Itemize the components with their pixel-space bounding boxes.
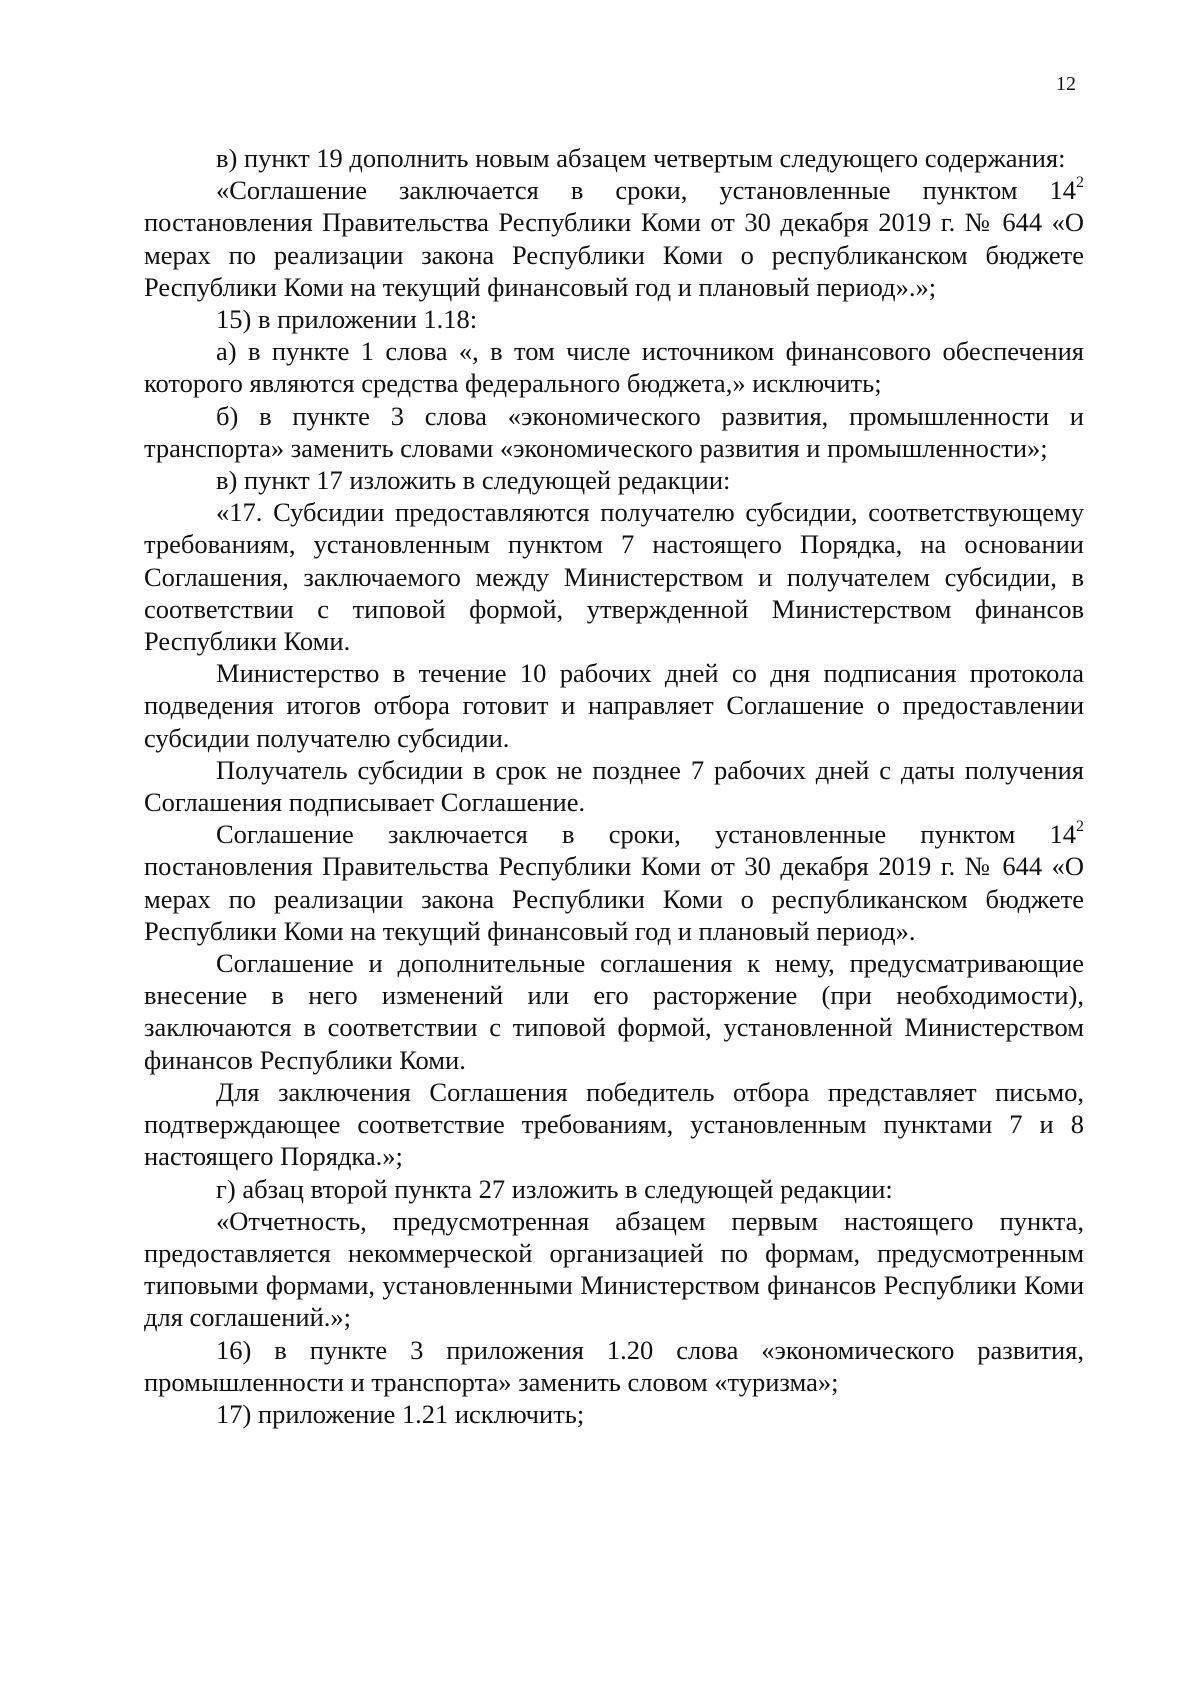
paragraph: 17) приложение 1.21 исключить; — [216, 1398, 585, 1429]
paragraph: «17. Субсидии предоставляются получателю субсидии, соответствующему требованиям, установленным пунктом 7 настоящего Порядка, на основании Соглашения, заключаемого между Министерством и получателем субсидии, в соответствии с типовой формой, утвержденной Министерством финансов Республики Коми. — [144, 497, 1084, 657]
paragraph: Соглашение и дополнительные соглашения к нему, предусматривающие внесение в него изменений или его расторжение (при необходимости), заключаются в соответствии с типовой формой, установленной Министерством финансов Республики Коми. — [144, 948, 1084, 1075]
paragraph: 16) в пункте 3 приложения 1.20 слова «экономического развития, промышленности и транспорта» заменить словом «туризма»; — [144, 1334, 1084, 1397]
paragraph: а) в пункте 1 слова «, в том числе источником финансового обеспечения которого являются средства федерального бюджета,» исключить; — [144, 336, 1084, 399]
paragraph: в) пункт 17 изложить в следующей редакции: — [216, 465, 731, 496]
paragraph: Получатель субсидии в срок не позднее 7 рабочих дней с даты получения Соглашения подписывает Соглашение. — [144, 754, 1084, 818]
paragraph: в) пункт 19 дополнить новым абзацем четвертым следующего содержания: — [216, 143, 1066, 173]
superscript: 2 — [1076, 818, 1084, 836]
paragraph: Министерство в течение 10 рабочих дней со дня подписания протокола подведения итогов отбора готовит и направляет Соглашение о предоставлении субсидии получателю субсидии. — [144, 658, 1084, 753]
paragraph: б) в пункте 3 слова «экономического развития, промышленности и транспорта» заменить словами «экономического развития и промышленности»; — [144, 400, 1084, 463]
text-run: постановления Правительства Республики Коми от 30 декабря 2019 г. № 644 «О мерах по реализации закона Республики Коми о республиканском бюджете Республики Коми на текущий финансовый год и плановый период».»; — [144, 207, 1084, 302]
paragraph: «Отчетность, предусмотренная абзацем первым настоящего пункта, предоставляется некоммерческой организацией по формам, предусмотренным типовыми формами, установленными Министерством финансов Республики Коми для соглашений.»; — [144, 1205, 1084, 1333]
paragraph — [144, 818, 1084, 947]
text-run: Соглашение заключается в сроки, установленные пунктом 14 — [216, 819, 1076, 850]
text-run: постановления Правительства Республики Коми от 30 декабря 2019 г. № 644 «О мерах по реализации закона Республики Коми о республиканском бюджете Республики Коми на текущий финансовый год и плановый период». — [144, 851, 1084, 946]
document-body — [144, 142, 1084, 1430]
page-number: 12 — [1056, 73, 1076, 95]
text-run: «Соглашение заключается в сроки, установленные пунктом 14 — [216, 175, 1076, 206]
paragraph — [144, 174, 1084, 303]
superscript: 2 — [1076, 174, 1084, 192]
paragraph: Для заключения Соглашения победитель отбора представляет письмо, подтверждающее соответствие требованиям, установленным пунктами 7 и 8 настоящего Порядка.»; — [144, 1076, 1084, 1172]
paragraph: 15) в приложении 1.18: — [216, 304, 478, 335]
paragraph: г) абзац второй пункта 27 изложить в следующей редакции: — [216, 1173, 893, 1204]
